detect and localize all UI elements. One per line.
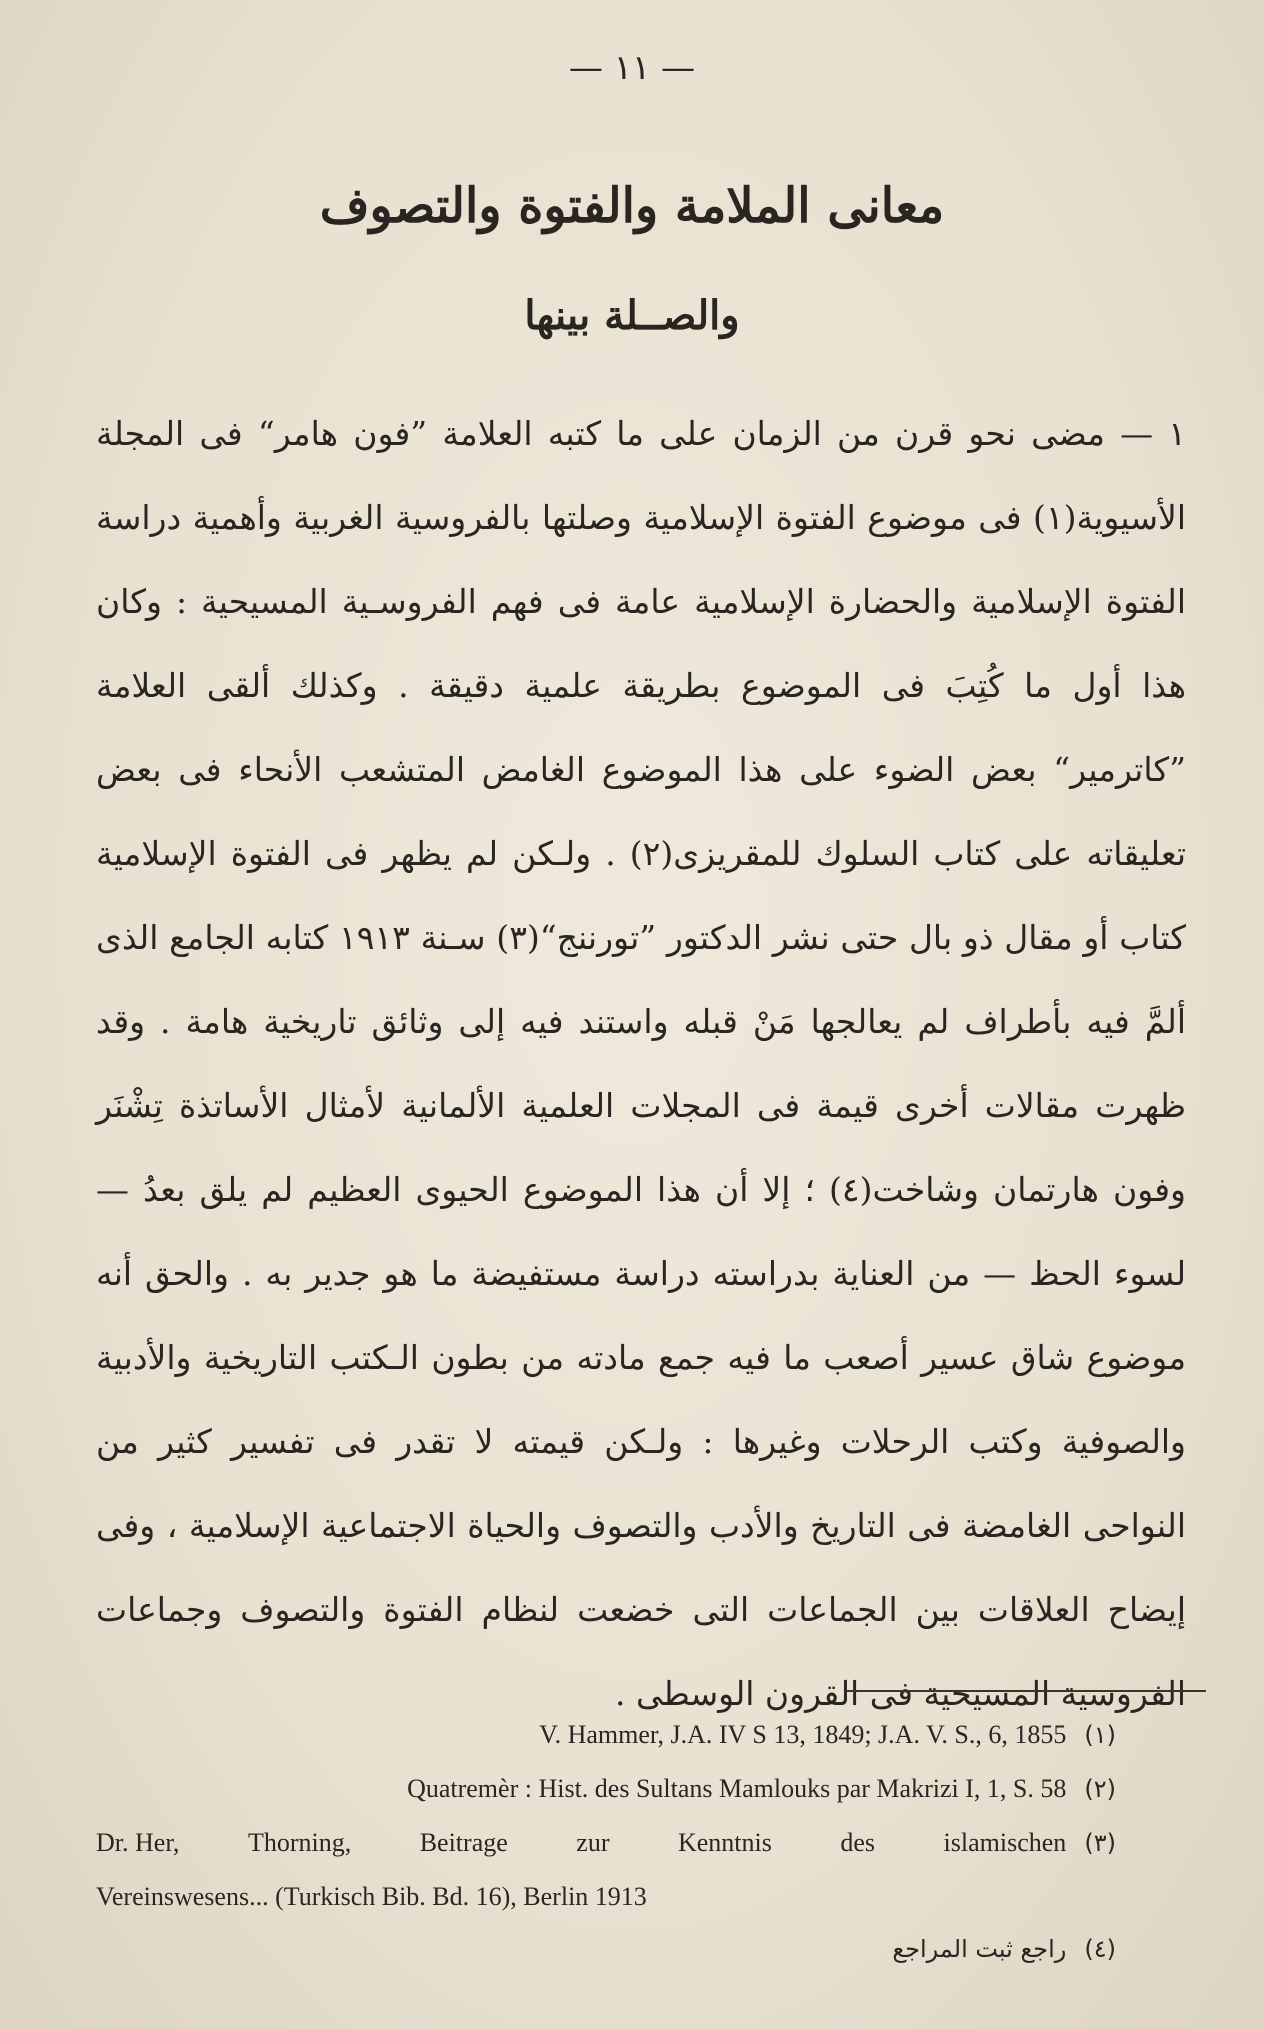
- footnote-text: V. Hammer, J.A. IV S 13, 1849; J.A. V. S., 6, 1855: [539, 1720, 1067, 1749]
- paragraph-1: ١ — مضى نحو قرن من الزمان على ما كتبه العلامة ”فون هامر“ فى المجلة الأسيوية(١) فى موضوع الفتوة الإسلامية وصلتها بالفروسية الغربية وأهمية دراسة الفتوة الإسلامية والحضارة الإسلامية عامة فى فهم الفروسـية المسيحية : وكان هذا أول ما كُتِبَ فى الموضوع بطريقة علمية دقيقة . وكذلك ألقى العلامة ”كاترمير“ بعض الضوء على هذا الموضوع الغامض المتشعب الأنحاء فى بعض تعليقاته على كتاب السلوك للمقريزى(٢) . ولـكن لم يظهر فى الفتوة الإسلامية كتاب أو مقال ذو بال حتى نشر الدكتور ”تورننج“(٣) سـنة ١٩١٣ كتابه الجامع الذى ألمَّ فيه بأطراف لم يعالجها مَنْ قبله واستند فيه إلى وثائق تاريخية هامة . وقد ظهرت مقالات أخرى قيمة فى المجلات العلمية الألمانية لأمثال الأساتذة تِشْنَر وفون هارتمان وشاخت(٤) ؛ إلا أن هذا الموضوع الحيوى العظيم لم يلق بعدُ — لسوء الحظ — من العناية بدراسته دراسة مستفيضة ما هو جدير به . والحق أنه موضوع شاق عسير أصعب ما فيه جمع مادته من بطون الـكتب التاريخية والأدبية والصوفية وكتب الرحلات وغيرها : ولـكن قيمته لا تقدر فى تفسير كثير من النواحى الغامضة فى التاريخ والأدب والتصوف والحياة الاجتماعية الإسلامية ، وفى إيضاح العلاقات بين الجماعات التى خضعت لنظام الفتوة والتصوف وجماعات الفروسية المسيحية فى القرون الوسطى .: [96, 414, 1187, 1713]
- footnote-word: Kenntnis: [677, 1828, 772, 1857]
- footnote-word: des: [840, 1828, 876, 1857]
- footnote-word: Beitrage: [419, 1828, 508, 1857]
- footnote-2: [96, 1762, 1116, 1816]
- chapter-subtitle: والصــلة بينها: [524, 292, 740, 339]
- chapter-title: معانى الملامة والفتوة والتصوف: [319, 178, 945, 234]
- body-text: [96, 392, 1186, 1736]
- footnote-word: islamischen: [943, 1828, 1067, 1857]
- footnote-number: (١): [1084, 1721, 1116, 1749]
- footnote-number: (٤): [1084, 1935, 1116, 1963]
- footnote-text: [96, 1816, 1066, 1869]
- footnote-separator: [846, 1690, 1206, 1692]
- footnotes: [96, 1708, 1116, 1976]
- footnote-word: Dr. Her,: [96, 1828, 180, 1857]
- footnote-text: Quatremèr : Hist. des Sultans Mamlouks par Makrizi I, 1, S. 58: [407, 1774, 1067, 1803]
- footnote-word: Thorning,: [247, 1828, 352, 1857]
- footnote-number: (٣): [1084, 1829, 1116, 1857]
- footnote-3: [96, 1816, 1116, 1870]
- page-number: — ١١ —: [568, 48, 696, 88]
- footnote-text: راجع ثبت المراجع: [892, 1935, 1067, 1963]
- footnote-4: [96, 1923, 1116, 1976]
- footnote-number: (٢): [1084, 1775, 1116, 1803]
- footnote-1: [96, 1708, 1116, 1762]
- footnote-3-continuation: Vereinswesens... (Turkisch Bib. Bd. 16), Berlin 1913: [96, 1882, 647, 1911]
- footnote-word: zur: [576, 1828, 610, 1857]
